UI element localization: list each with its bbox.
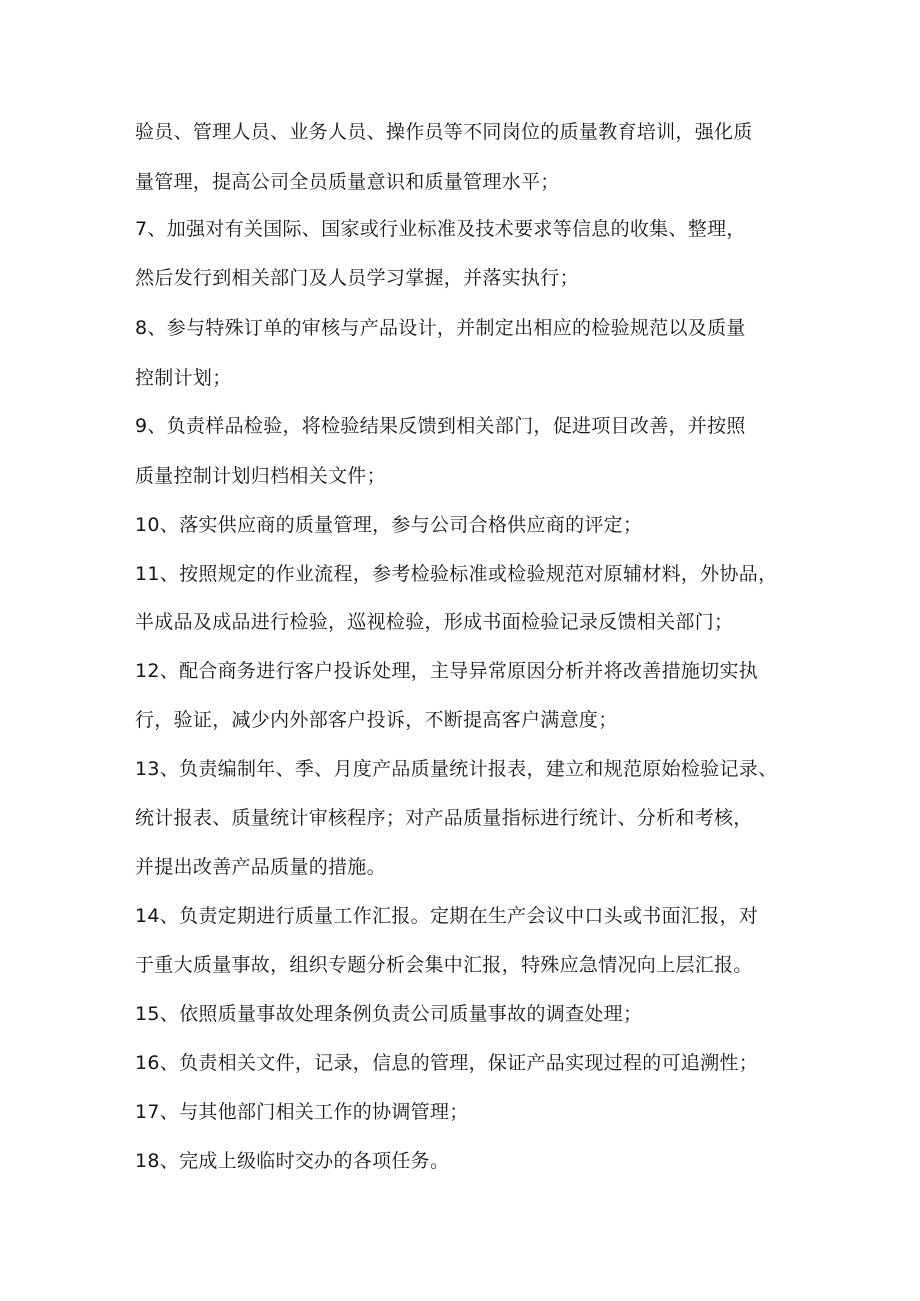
text-line: 并提出改善产品质量的措施。 bbox=[135, 856, 386, 878]
text-line: 10、落实供应商的质量管理，参与公司合格供应商的评定； bbox=[135, 514, 643, 536]
text-line: 13、负责编制年、季、月度产品质量统计报表，建立和规范原始检验记录、 bbox=[135, 758, 778, 780]
text-line: 8、参与特殊订单的审核与产品设计，并制定出相应的检验规范以及质量 bbox=[135, 317, 746, 339]
text-line: 11、按照规定的作业流程，参考检验标准或检验规范对原辅材料，外协品， bbox=[135, 563, 778, 585]
text-line: 16、负责相关文件，记录，信息的管理，保证产品实现过程的可追溯性； bbox=[135, 1052, 759, 1074]
text-line: 12、配合商务进行客户投诉处理，主导异常原因分析并将改善措施切实执 bbox=[135, 660, 759, 682]
text-line: 半成品及成品进行检验，巡视检验，形成书面检验记录反馈相关部门； bbox=[135, 611, 734, 633]
text-line: 量管理，提高公司全员质量意识和质量管理水平； bbox=[135, 171, 560, 193]
text-line: 17、与其他部门相关工作的协调管理； bbox=[135, 1101, 469, 1123]
text-line: 15、依照质量事故处理条例负责公司质量事故的调查处理； bbox=[135, 1003, 643, 1025]
text-line: 质量控制计划归档相关文件； bbox=[135, 465, 386, 487]
text-line: 控制计划； bbox=[135, 367, 232, 389]
text-line: 验员、管理人员、业务人员、操作员等不同岗位的质量教育培训，强化质 bbox=[135, 121, 753, 143]
text-line: 行，验证，减少内外部客户投诉，不断提高客户满意度； bbox=[135, 709, 618, 731]
text-line: 统计报表、质量统计审核程序；对产品质量指标进行统计、分析和考核， bbox=[135, 807, 753, 829]
text-line: 14、负责定期进行质量工作汇报。定期在生产会议中口头或书面汇报，对 bbox=[135, 905, 759, 927]
text-line: 9、负责样品检验，将检验结果反馈到相关部门，促进项目改善，并按照 bbox=[135, 415, 746, 437]
text-line: 然后发行到相关部门及人员学习掌握，并落实执行； bbox=[135, 267, 579, 289]
text-line: 18、完成上级临时交办的各项任务。 bbox=[135, 1150, 450, 1172]
text-line: 于重大质量事故，组织专题分析会集中汇报，特殊应急情况向上层汇报。 bbox=[135, 954, 753, 976]
text-line: 7、加强对有关国际、国家或行业标准及技术要求等信息的收集、整理， bbox=[135, 218, 746, 240]
